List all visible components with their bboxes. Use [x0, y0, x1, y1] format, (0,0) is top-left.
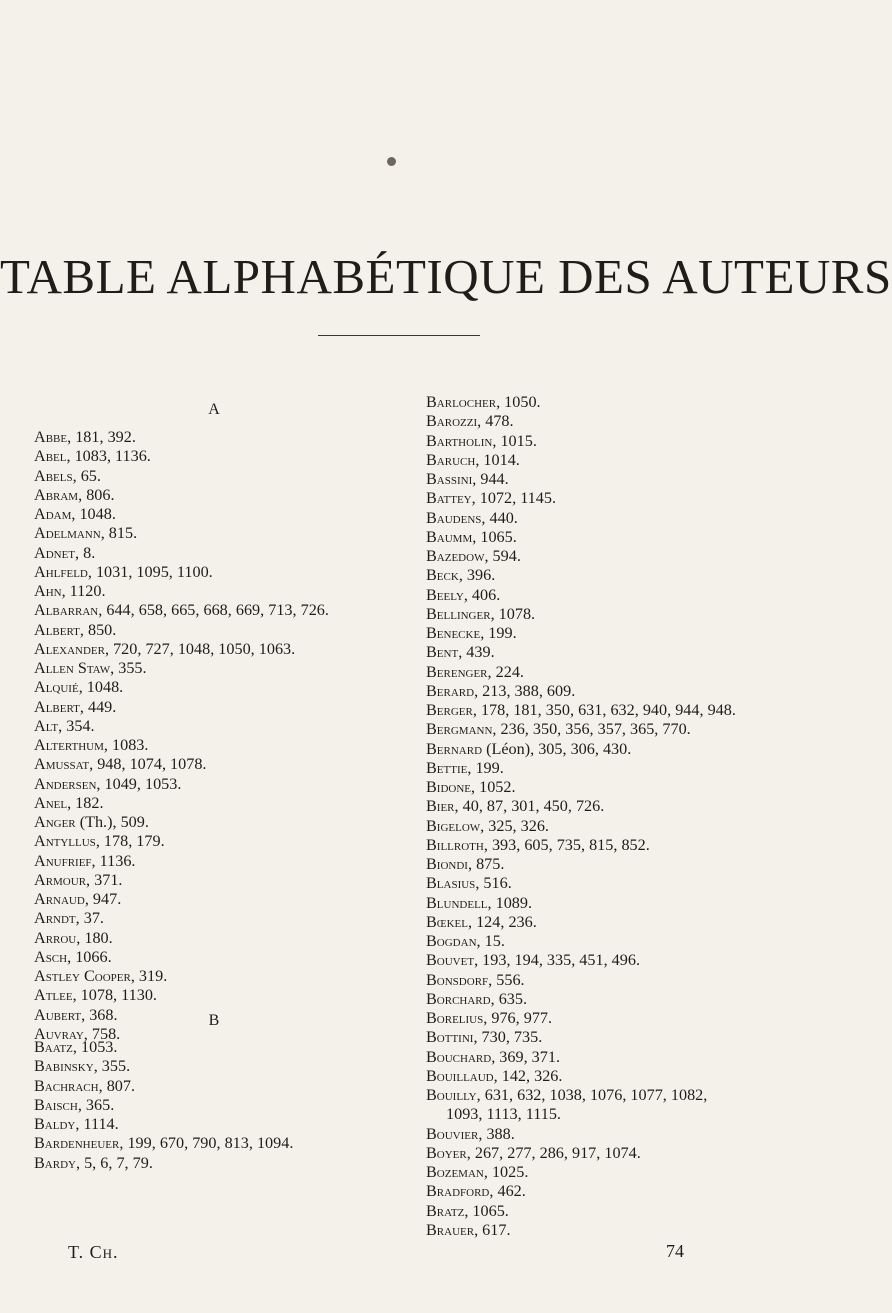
author-entry: Berard, 213, 388, 609. [426, 681, 576, 700]
section-b-list [34, 1038, 293, 1173]
author-entry: Bazedow, 594. [426, 547, 521, 565]
page-title: TABLE ALPHABÉTIQUE DES AUTEURS [0, 249, 892, 304]
section-a-list [34, 428, 329, 1044]
section-letter-a: A [208, 401, 220, 418]
author-entry: Bradford, 462. [426, 1182, 526, 1201]
author-entry: Baudens, 440. [426, 508, 518, 527]
author-entry: Alquié, 1048. [34, 678, 124, 697]
author-entry: Bent, 439. [426, 643, 495, 662]
author-entry: Bottini, 730, 735. [426, 1028, 543, 1047]
author-entry: Borelius, 976, 977. [426, 1009, 553, 1027]
author-entry: 1093, 1113, 1115. [446, 1105, 561, 1124]
author-entry: Baruch, 1014. [426, 450, 520, 469]
author-entry: Astley Cooper, 319. [34, 967, 168, 985]
author-entry: Berger, 178, 181, 350, 631, 632, 940, 944, 948. [426, 701, 736, 719]
author-entry: Bachrach, 807. [34, 1076, 136, 1095]
author-entry: Baumm, 1065. [426, 527, 517, 546]
author-entry: Anel, 182. [34, 793, 104, 812]
author-entry: Blundell, 1089. [426, 893, 533, 912]
author-entry: Bœkel, 124, 236. [426, 912, 537, 931]
author-entry: Bratz, 1065. [426, 1201, 509, 1220]
author-entry: Bouchard, 369, 371. [426, 1047, 560, 1066]
section-b-continued-list [426, 393, 736, 1240]
author-entry: Adnet, 8. [34, 543, 96, 562]
author-entry: Atlee, 1078, 1130. [34, 986, 157, 1005]
author-entry: Aubert, 368. [34, 1005, 118, 1024]
author-entry: Albarran, 644, 658, 665, 668, 669, 713, 726. [34, 601, 329, 620]
author-entry: Bouvier, 388. [426, 1124, 515, 1143]
author-entry: Asch, 1066. [34, 947, 112, 966]
author-entry: Abbe, 181, 392. [34, 428, 136, 446]
author-entry: Borchard, 635. [426, 989, 528, 1008]
author-entry: Brauer, 617. [426, 1220, 511, 1239]
author-entry: Baisch, 365. [34, 1095, 115, 1114]
author-entry: Battey, 1072, 1145. [426, 489, 557, 508]
author-entry: Arndt, 37. [34, 909, 104, 928]
author-entry: Anger (Th.), 509. [34, 813, 149, 831]
author-entry: Arnaud, 947. [34, 890, 122, 908]
author-entry: Alterthum, 1083. [34, 736, 149, 754]
author-entry: Ahlfeld, 1031, 1095, 1100. [34, 562, 213, 581]
author-entry: Bergmann, 236, 350, 356, 357, 365, 770. [426, 720, 691, 739]
author-entry: Albert, 449. [34, 697, 117, 716]
author-entry: Bigelow, 325, 326. [426, 816, 549, 835]
author-entry: Abram, 806. [34, 485, 115, 504]
author-entry: Bouillaud, 142, 326. [426, 1066, 563, 1085]
author-entry: Anufrief, 1136. [34, 851, 136, 870]
author-entry: Antyllus, 178, 179. [34, 832, 165, 851]
author-entry: Bardenheuer, 199, 670, 790, 813, 1094. [34, 1134, 294, 1153]
title-rule [318, 335, 480, 336]
author-entry: Berenger, 224. [426, 662, 524, 681]
author-entry: Alt, 354. [34, 716, 95, 735]
ink-dot [387, 157, 396, 166]
author-entry: Andersen, 1049, 1053. [34, 774, 182, 793]
author-entry: Auvray, 758. [34, 1024, 121, 1043]
author-entry: Baldy, 1114. [34, 1115, 119, 1133]
author-entry: Arrou, 180. [34, 928, 113, 947]
author-entry: Allen Staw, 355. [34, 659, 147, 677]
author-entry: Alexander, 720, 727, 1048, 1050, 1063. [34, 639, 296, 658]
section-letter-b: B [208, 1012, 220, 1029]
author-entry: Bonsdorf, 556. [426, 970, 525, 989]
author-entry: Beely, 406. [426, 585, 501, 604]
author-entry: Albert, 850. [34, 620, 117, 639]
author-entry: Bassini, 944. [426, 470, 509, 488]
author-entry: Adelmann, 815. [34, 524, 138, 543]
author-entry: Bernard (Léon), 305, 306, 430. [426, 739, 632, 758]
author-entry: Barlocher, 1050. [426, 393, 541, 411]
author-entry: Amussat, 948, 1074, 1078. [34, 755, 207, 774]
author-entry: Blasius, 516. [426, 874, 512, 893]
author-entry: Beck, 396. [426, 566, 496, 585]
author-entry: Bier, 40, 87, 301, 450, 726. [426, 797, 605, 816]
author-entry: Bouvet, 193, 194, 335, 451, 496. [426, 951, 640, 970]
author-entry: Barozzi, 478. [426, 412, 514, 431]
author-entry: Bartholin, 1015. [426, 431, 537, 450]
author-entry: Abels, 65. [34, 466, 101, 485]
author-entry: Benecke, 199. [426, 624, 517, 642]
author-entry: Billroth, 393, 605, 735, 815, 852. [426, 835, 650, 854]
author-entry: Bellinger, 1078. [426, 604, 536, 623]
author-entry: Abel, 1083, 1136. [34, 447, 151, 466]
author-entry: Armour, 371. [34, 870, 123, 889]
author-entry: Bidone, 1052. [426, 778, 516, 796]
author-entry: Adam, 1048. [34, 505, 116, 523]
author-entry: Boyer, 267, 277, 286, 917, 1074. [426, 1143, 641, 1162]
author-entry: Biondi, 875. [426, 855, 505, 873]
author-entry: Bardy, 5, 6, 7, 79. [34, 1153, 153, 1172]
footer-signature: T. Ch. [68, 1242, 119, 1262]
author-entry: Bouilly, 631, 632, 1038, 1076, 1077, 1082, [426, 1086, 708, 1104]
author-entry: Bogdan, 15. [426, 932, 505, 950]
author-entry: Baatz, 1053. [34, 1038, 118, 1056]
author-entry: Bettie, 199. [426, 758, 504, 777]
author-entry: Bozeman, 1025. [426, 1163, 529, 1181]
author-entry: Babinsky, 355. [34, 1057, 131, 1076]
author-entry: Ahn, 1120. [34, 582, 106, 600]
page-number: 74 [666, 1241, 684, 1261]
